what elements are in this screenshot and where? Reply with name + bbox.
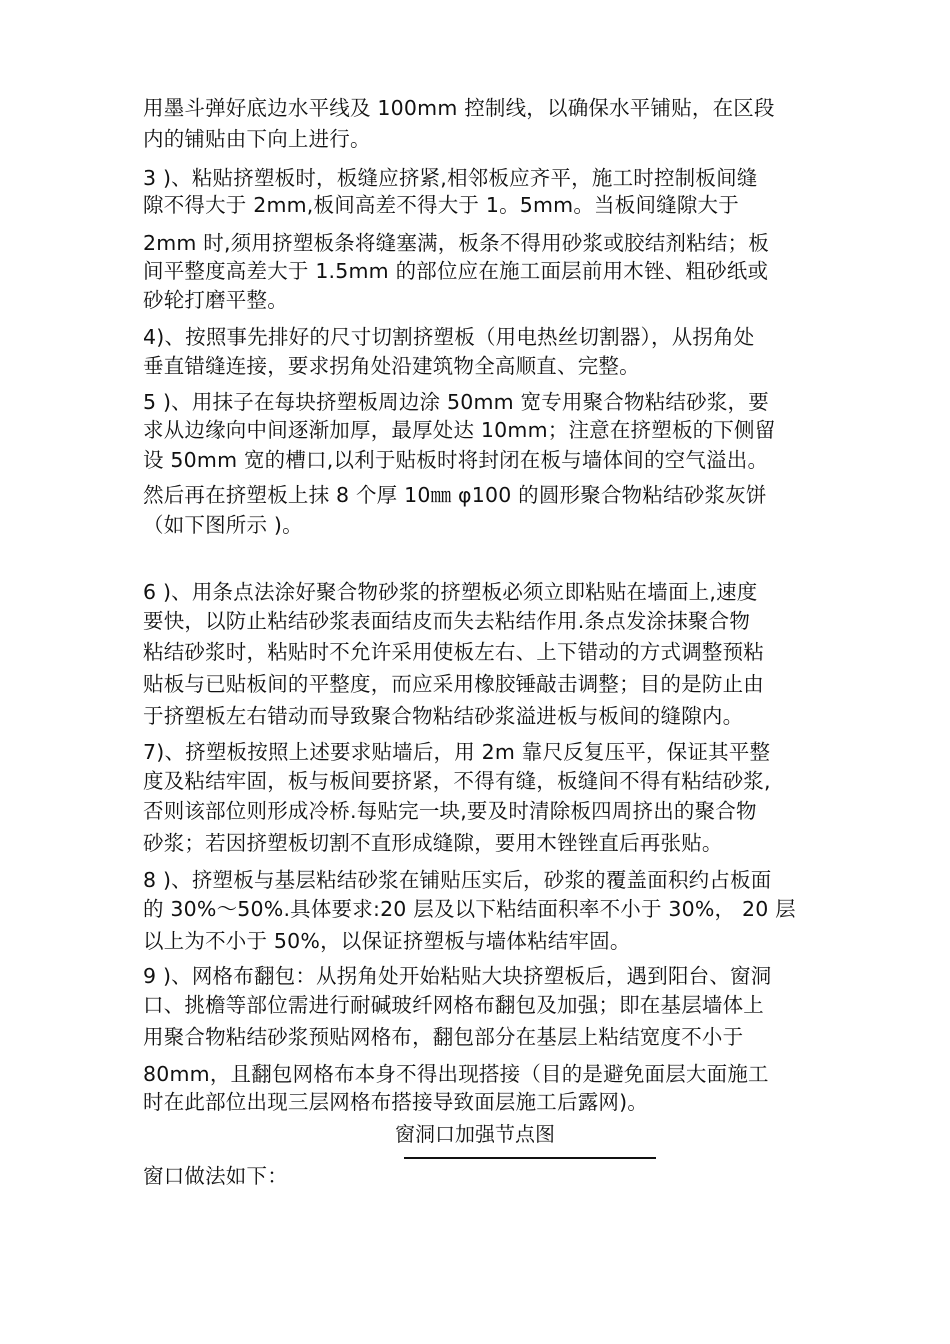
body-line: 80mm，且翻包网格布本身不得出现搭接（目的是避免面层大面施工 (143, 1062, 769, 1086)
body-line: 砂浆；若因挤塑板切割不直形成缝隙，要用木锉锉直后再张贴。 (143, 831, 723, 855)
body-line: 8 )、挤塑板与基层粘结砂浆在铺贴压实后，砂浆的覆盖面积约占板面 (143, 868, 772, 892)
body-line: 用墨斗弹好底边水平线及 100mm 控制线，以确保水平铺贴，在区段 (143, 96, 775, 120)
figure-caption: 窗洞口加强节点图 (395, 1122, 555, 1146)
body-line: 4)、按照事先排好的尺寸切割挤塑板（用电热丝切割器），从拐角处 (143, 325, 755, 349)
body-line: 否则该部位则形成冷桥.每贴完一块,要及时清除板四周挤出的聚合物 (143, 799, 757, 823)
body-line: 内的铺贴由下向上进行。 (143, 127, 371, 151)
body-line: 2mm 时,须用挤塑板条将缝塞满，板条不得用砂浆或胶结剂粘结；板 (143, 231, 769, 255)
body-line: 粘结砂浆时，粘贴时不允许采用使板左右、上下错动的方式调整预粘 (143, 640, 764, 664)
body-line: 隙不得大于 2mm,板间高差不得大于 1。5mm。当板间缝隙大于 (143, 193, 739, 217)
body-line: 要快，以防止粘结砂浆表面结皮而失去粘结作用.条点发涂抹聚合物 (143, 609, 751, 633)
body-line: 的 30%～50%.具体要求:20 层及以下粘结面积率不小于 30%， 20 层 (143, 897, 796, 921)
caption-underline (404, 1157, 656, 1159)
body-line: 垂直错缝连接，要求拐角处沿建筑物全高顺直、完整。 (143, 354, 640, 378)
body-line: 然后再在挤塑板上抹 8 个厚 10㎜ φ100 的圆形聚合物粘结砂浆灰饼 (143, 483, 767, 507)
body-line: 时在此部位出现三层网格布搭接导致面层施工后露网)。 (143, 1090, 648, 1114)
body-line: 9 )、网格布翻包：从拐角处开始粘贴大块挤塑板后，遇到阳台、窗洞 (143, 964, 772, 988)
body-line: 设 50mm 宽的槽口,以利于贴板时将封闭在板与墙体间的空气溢出。 (143, 448, 769, 472)
body-line: 用聚合物粘结砂浆预贴网格布，翻包部分在基层上粘结宽度不小于 (143, 1025, 744, 1049)
body-line: 求从边缘向中间逐渐加厚，最厚处达 10mm；注意在挤塑板的下侧留 (143, 418, 776, 442)
body-line: 间平整度高差大于 1.5mm 的部位应在施工面层前用木锉、粗砂纸或 (143, 259, 769, 283)
body-line: （如下图所示 )。 (143, 513, 303, 537)
body-line: 5 )、用抹子在每块挤塑板周边涂 50mm 宽专用聚合物粘结砂浆，要 (143, 390, 769, 414)
body-line: 6 )、用条点法涂好聚合物砂浆的挤塑板必须立即粘贴在墙面上,速度 (143, 580, 758, 604)
body-line: 3 )、粘贴挤塑板时，板缝应挤紧,相邻板应齐平，施工时控制板间缝 (143, 166, 758, 190)
body-line: 度及粘结牢固，板与板间要挤紧，不得有缝，板缝间不得有粘结砂浆, (143, 769, 771, 793)
section-heading: 窗口做法如下： (143, 1164, 288, 1188)
body-line: 于挤塑板左右错动而导致聚合物粘结砂浆溢进板与板间的缝隙内。 (143, 704, 744, 728)
body-line: 口、挑檐等部位需进行耐碱玻纤网格布翻包及加强；即在基层墙体上 (143, 993, 764, 1017)
body-line: 砂轮打磨平整。 (143, 288, 288, 312)
body-line: 贴板与已贴板间的平整度，而应采用橡胶锤敲击调整；目的是防止由 (143, 672, 764, 696)
body-line: 以上为不小于 50%，以保证挤塑板与墙体粘结牢固。 (143, 929, 631, 953)
body-line: 7)、挤塑板按照上述要求贴墙后，用 2m 靠尺反复压平，保证其平整 (143, 740, 771, 764)
